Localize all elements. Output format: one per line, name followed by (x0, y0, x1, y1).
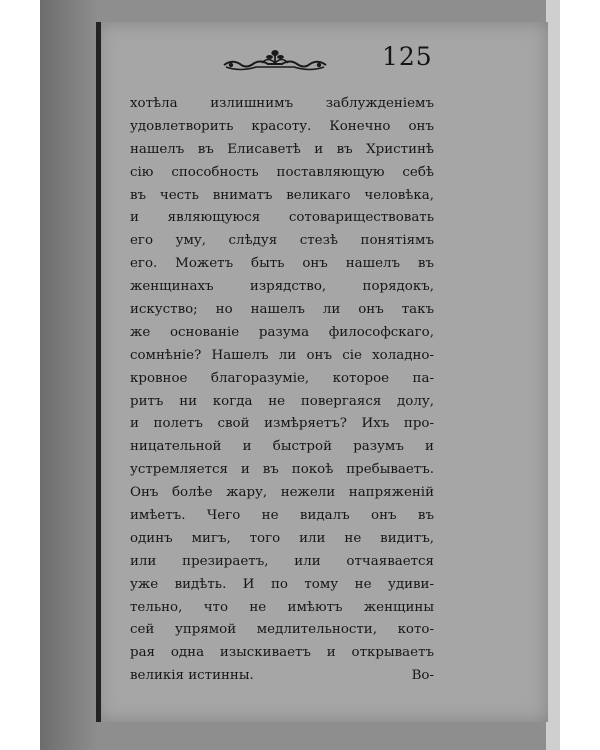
text-line: удовлетворить красоту. Конечно онъ (130, 118, 434, 134)
text-line: или презираетъ, или отчаявается (130, 553, 434, 569)
text-line: же основаніе разума философскаго, (130, 324, 434, 340)
text-line: ницательной и быстрой разумъ и (130, 439, 434, 455)
page-number: 125 (382, 42, 433, 71)
text-line: и являющуюся сотовариществовать (130, 210, 434, 226)
text-line: устремляется и въ покоѣ пребываетъ. (130, 462, 434, 478)
page-spine-edge (96, 22, 101, 722)
text-line: ритъ ни когда не повергаяся долу, (130, 393, 434, 409)
text-line: его. Можетъ быть онъ нашелъ въ (130, 256, 434, 272)
last-line-text: великія истинны. (130, 668, 254, 684)
text-line: искуство; но нашелъ ли онъ такъ (130, 302, 434, 318)
scan-gutter-shadow (40, 0, 98, 750)
text-line: уже видѣть. И по тому не удиви- (130, 576, 434, 592)
text-line: въ честь вниматъ великаго человѣка, (130, 187, 434, 203)
text-line: кровное благоразуміе, которое па- (130, 370, 434, 386)
text-line: Онъ болѣе жару, нежели напряженій (130, 485, 434, 501)
text-line: тельно, что не имѣютъ женщины (130, 599, 434, 615)
last-text-line (130, 665, 434, 688)
text-line: сію способность поставляющую себѣ (130, 164, 434, 180)
text-line: женщинахъ изрядство, порядокъ, (130, 279, 434, 295)
text-line: и полетъ свой измѣряетъ? Ихъ про- (130, 416, 434, 432)
text-line: нашелъ въ Елисаветѣ и въ Христинѣ (130, 141, 434, 157)
headpiece-ornament-icon (222, 48, 328, 74)
catchword: Во- (411, 668, 434, 684)
text-line: сей упрямой медлительности, кото- (130, 622, 434, 638)
text-line: сомнѣніе? Нашелъ ли онъ сіе холадно- (130, 347, 434, 363)
text-line: имѣетъ. Чего не видалъ онъ въ (130, 508, 434, 524)
text-line: хотѣла излишнимъ заблужденіемъ (130, 96, 434, 111)
text-line: рая одна изыскиваетъ и открываетъ (130, 645, 434, 661)
scan-right-edge (546, 0, 560, 750)
text-line: одинъ мигъ, того или не видитъ, (130, 530, 434, 546)
text-line: его уму, слѣдуя стезѣ понятіямъ (130, 233, 434, 249)
page-text (130, 93, 434, 688)
